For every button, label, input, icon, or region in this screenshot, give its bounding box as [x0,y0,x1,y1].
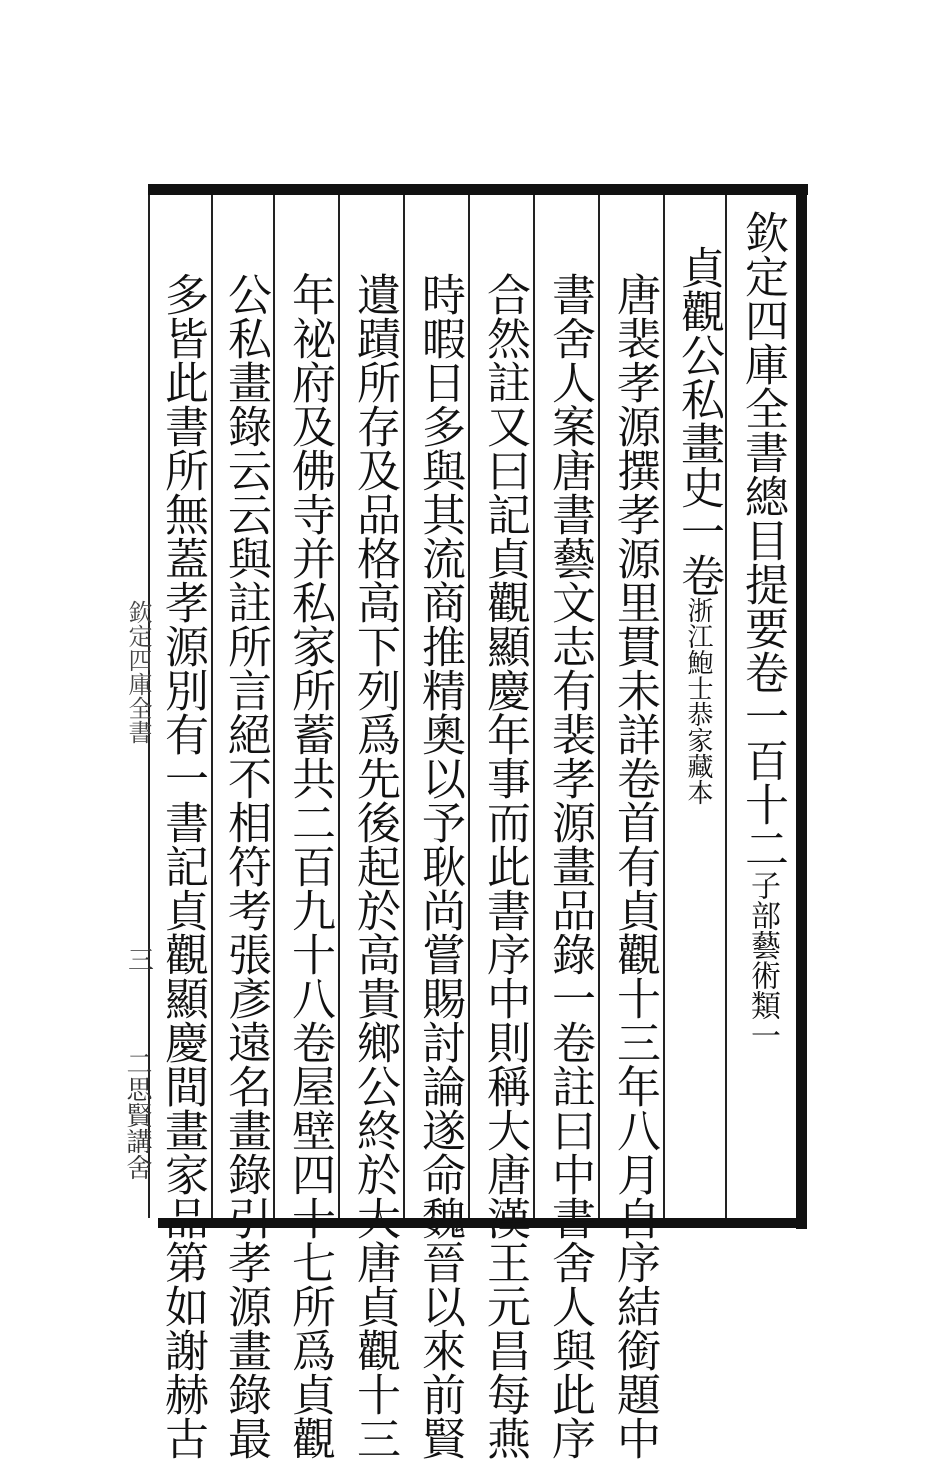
column-rule [211,195,213,1218]
volume-title-column [736,210,788,1050]
book-title: 貞觀公私畫史一卷 [673,245,724,597]
column-rule [533,195,535,1218]
text-column-7: 公私畫錄云云與註所言絕不相符考張彥遠名畫錄引孝源畫錄最 [220,272,271,1460]
frame-top-border [148,184,808,195]
entry-title-column [672,245,724,805]
category-label: 子部藝術類一 [745,870,780,1050]
column-rule [338,195,340,1218]
column-rule [468,195,470,1218]
text-column-1: 唐裴孝源撰孝源里貫未詳卷首有貞觀十三年八月自序結銜題中 [609,272,660,1460]
column-rule [403,195,405,1218]
text-column-4: 時暇日多與其流商推精奧以予耿尚嘗賜討論遂命魏晉以來前賢 [414,272,465,1460]
text-column-6: 年祕府及佛寺并私家所蓄共二百九十八卷屋壁四十七所爲貞觀 [284,272,335,1460]
page-mark: 三 [128,946,155,976]
volume-title: 欽定四庫全書總目提要卷一百十二 [737,210,788,870]
text-column-5: 遺蹟所存及品格高下列爲先後起於高貴鄉公終於大唐貞觀十三 [349,272,400,1460]
column-rule [598,195,600,1218]
column-rule [273,195,275,1218]
frame-right-border [796,184,807,1229]
column-rule [725,195,727,1218]
column-rule [663,195,665,1218]
text-column-3: 合然註又曰記貞觀顯慶年事而此書序中則稱大唐漢王元昌每燕 [479,272,530,1460]
text-column-2: 書舍人案唐書藝文志有裴孝源畫品錄一卷註曰中書舍人與此序 [544,272,595,1460]
source-note: 浙江鮑士恭家藏本 [683,597,713,805]
publisher-mark: 二思賢講舍 [122,1050,152,1180]
spine-text: 欽定四庫全書 [124,600,152,744]
text-column-8: 多皆此書所無蓋孝源別有一書記貞觀顯慶間畫家品第如謝赫古 [157,272,208,1460]
